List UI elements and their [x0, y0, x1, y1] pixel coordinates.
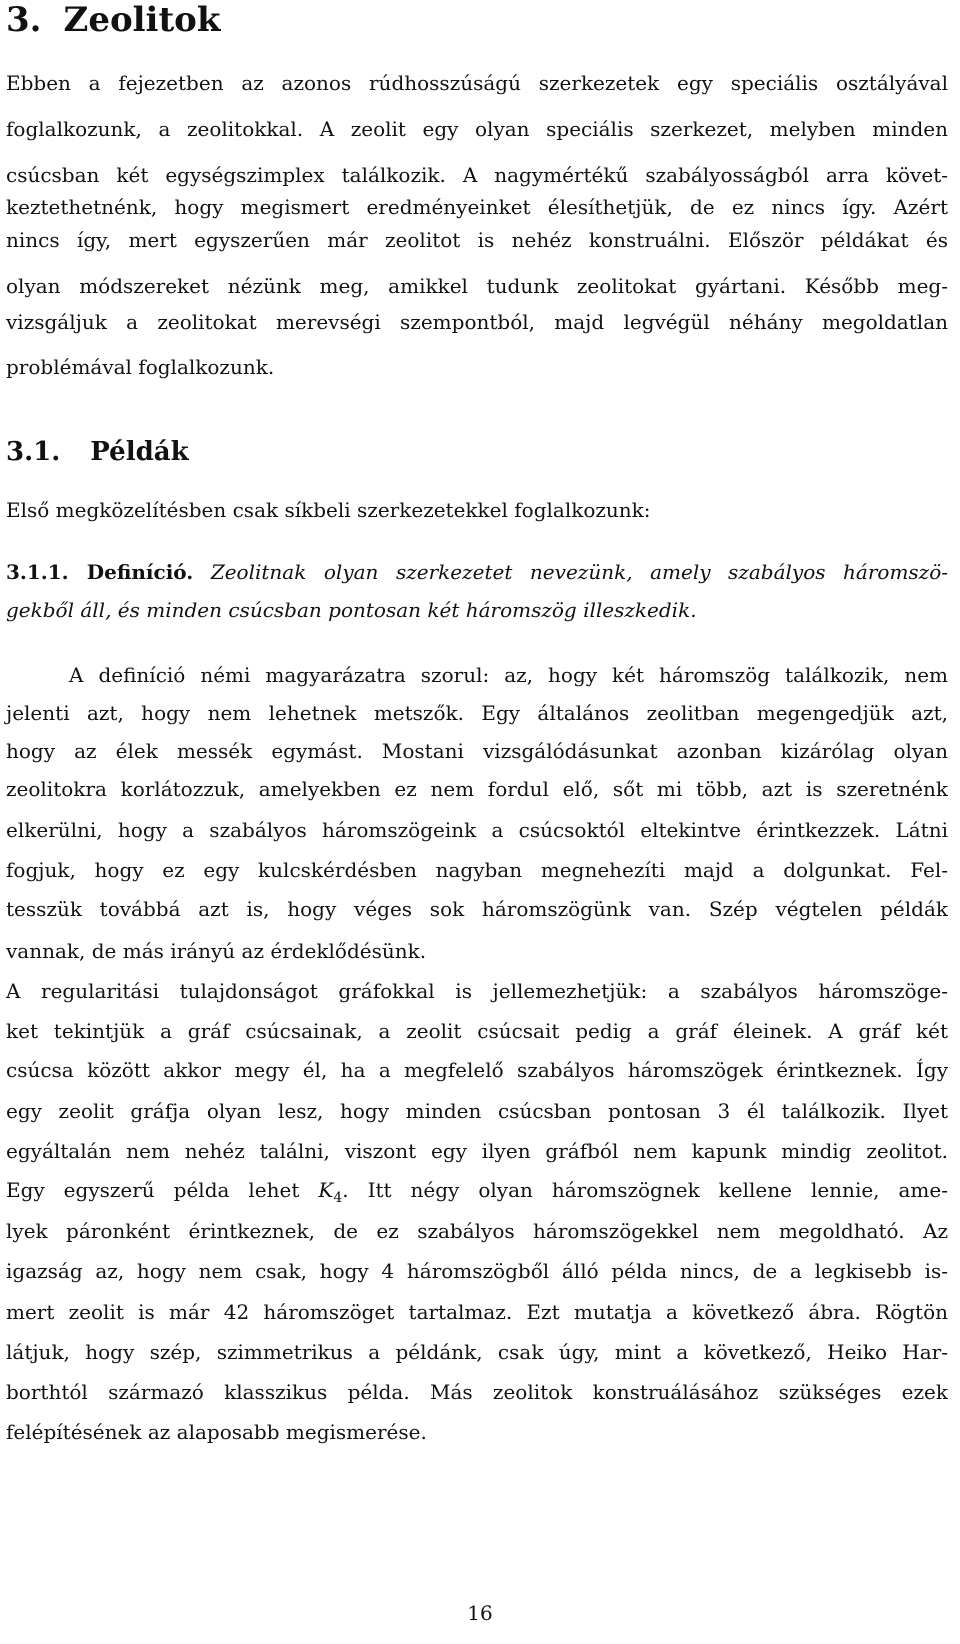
text-line: olyan módszereket nézünk meg, amikkel tudunk zeolitokat gyártani. Később meg- [6, 274, 948, 298]
text-span: . Itt négy olyan háromszögnek kellene lennie, ame- [342, 1178, 948, 1202]
text-line: vannak, de más irányú az érdeklődésünk. [6, 939, 427, 963]
text-span: Egy egyszerű példa lehet [6, 1178, 319, 1202]
text-line: hogy az élek messék egymást. Mostani vizsgálódásunkat azonban kizárólag olyan [6, 739, 948, 763]
text-line: mert zeolit is már 42 háromszöget tartalmaz. Ezt mutatja a következő ábra. Rögtön [6, 1300, 948, 1324]
text-line: felépítésének az alaposabb megismerése. [6, 1420, 427, 1444]
text-line: egyáltalán nem nehéz találni, viszont egy ilyen gráfból nem kapunk mindig zeolitot. [6, 1139, 948, 1163]
text-line: egy zeolit gráfja olyan lesz, hogy minden csúcsban pontosan 3 él találkozik. Ilyet [6, 1099, 948, 1123]
math-subscript: 4 [333, 1190, 343, 1206]
text-line: fogjuk, hogy ez egy kulcskérdésben nagyban megnehezíti majd a dolgunkat. Fel- [6, 858, 948, 882]
section-number: 3.1. [6, 437, 61, 467]
text-line: csúcsban két egységszimplex találkozik. A nagymértékű szabályosságból arra követ- [6, 163, 948, 187]
definition-line [6, 557, 948, 587]
text-line: csúcsa között akkor megy él, ha a megfelelő szabályos háromszögek érintkeznek. Így [6, 1058, 948, 1082]
chapter-number: 3. [6, 0, 42, 40]
chapter-heading [6, 0, 220, 40]
text-line: elkerülni, hogy a szabályos háromszögeink a csúcsoktól eltekintve érintkezzek. Látni [6, 818, 948, 842]
text-line: foglalkozunk, a zeolitokkal. A zeolit egy olyan speciális szerkezet, melyben minden [6, 117, 948, 141]
definition-text: Zeolitnak olyan szerkezetet nevezünk, amely szabályos háromszö- [210, 560, 949, 584]
text-line: nincs így, mert egyszerűen már zeolitot is nehéz konstruálni. Először példákat és [6, 228, 948, 252]
math-symbol: K [318, 1178, 334, 1202]
definition-label: 3.1.1. Definíció. [6, 560, 194, 584]
text-line: jelenti azt, hogy nem lehetnek metszők. Egy általános zeolitban megengedjük azt, [6, 701, 948, 725]
page-number: 16 [467, 1601, 493, 1625]
text-line: vizsgáljuk a zeolitokat merevségi szempontból, majd legvégül néhány megoldatlan [6, 310, 948, 334]
text-line: problémával foglalkozunk. [6, 355, 275, 379]
section-intro: Első megközelítésben csak síkbeli szerkezetekkel foglalkozunk: [6, 498, 651, 522]
chapter-title: Zeolitok [63, 0, 221, 40]
text-line: lyek páronként érintkeznek, de ez szabályos háromszögekkel nem megoldható. Az [6, 1219, 948, 1243]
definition-line: gekből áll, és minden csúcsban pontosan két háromszög illeszkedik. [6, 598, 697, 622]
text-line-with-formula [6, 1175, 948, 1205]
text-line: igazság az, hogy nem csak, hogy 4 háromszögből álló példa nincs, de a legkisebb is- [6, 1259, 948, 1283]
text-line: A definíció némi magyarázatra szorul: az, hogy két háromszög találkozik, nem [69, 663, 948, 687]
text-line: tesszük továbbá azt is, hogy véges sok háromszögünk van. Szép végtelen példák [6, 897, 948, 921]
section-heading [6, 432, 189, 472]
text-line: borthtól származó klasszikus példa. Más zeolitok konstruálásához szükséges ezek [6, 1380, 948, 1404]
text-line: A regularitási tulajdonságot gráfokkal is jellemezhetjük: a szabályos háromszöge- [6, 979, 948, 1003]
text-line: ket tekintjük a gráf csúcsainak, a zeolit csúcsait pedig a gráf éleinek. A gráf két [6, 1019, 948, 1043]
text-line: keztethetnénk, hogy megismert eredményeinket élesíthetjük, de ez nincs így. Azért [6, 195, 948, 219]
text-line: zeolitokra korlátozzuk, amelyekben ez nem fordul elő, sőt mi több, azt is szeretnénk [6, 777, 948, 801]
section-title: Példák [90, 437, 189, 467]
text-line: Ebben a fejezetben az azonos rúdhosszúságú szerkezetek egy speciális osztályával [6, 71, 948, 95]
text-line: látjuk, hogy szép, szimmetrikus a példánk, csak úgy, mint a következő, Heiko Har- [6, 1340, 948, 1364]
